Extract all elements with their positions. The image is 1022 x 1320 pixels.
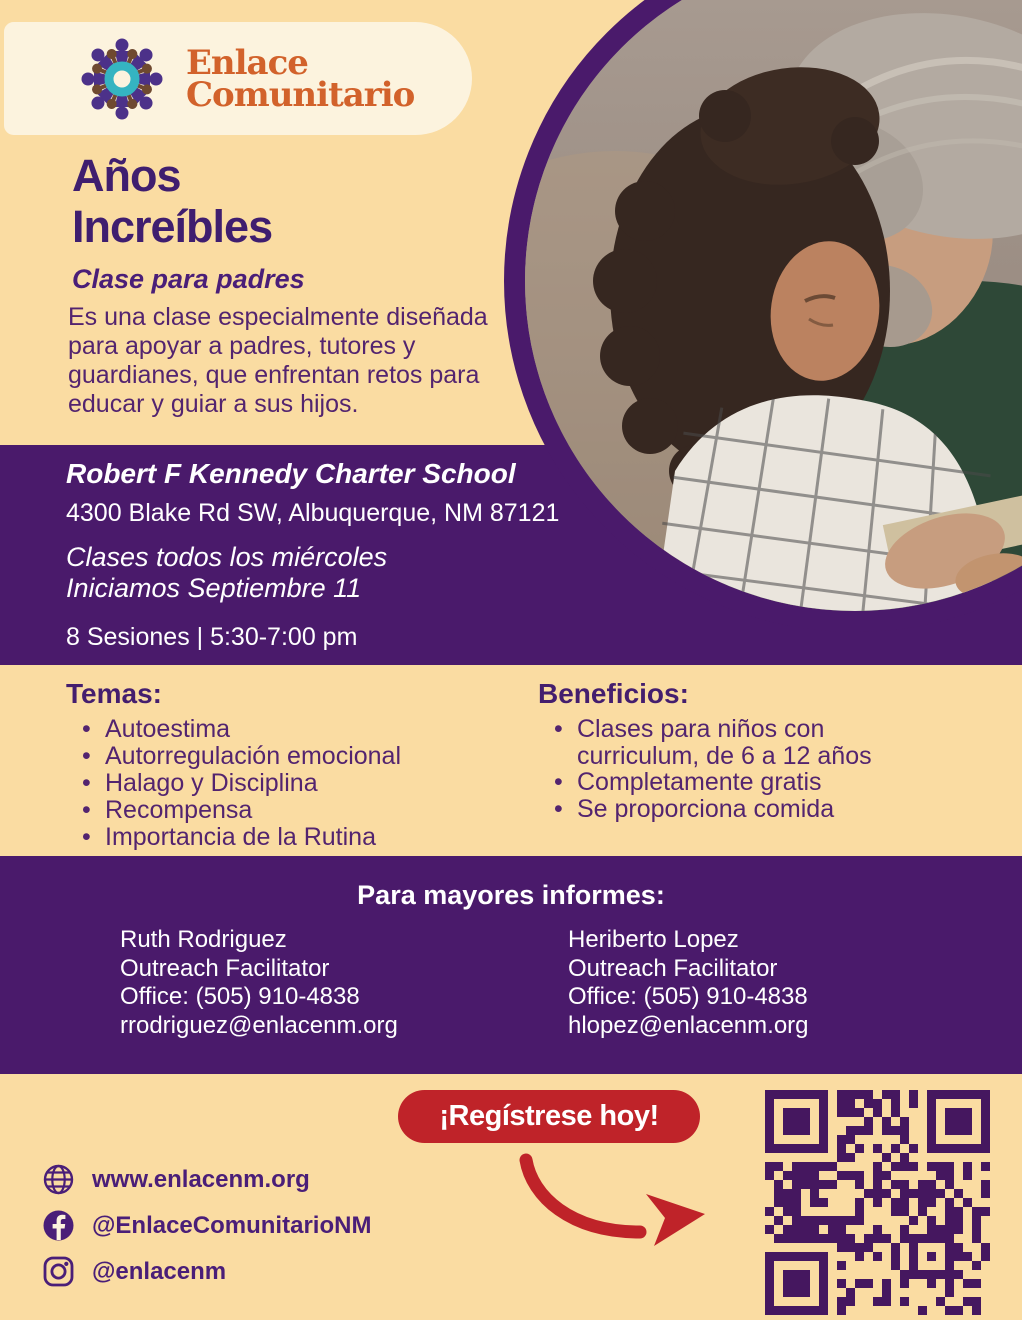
list-item: • Completamente gratis bbox=[538, 769, 907, 796]
list-item: • Autoestima bbox=[66, 716, 401, 743]
instagram-label: @enlacenm bbox=[92, 1257, 227, 1285]
qr-code-graphic bbox=[765, 1090, 990, 1315]
qr-code bbox=[765, 1090, 990, 1315]
benefits-list bbox=[538, 716, 938, 822]
website-label: www.enlacenm.org bbox=[92, 1165, 310, 1193]
contact-card bbox=[120, 926, 398, 1040]
logo-banner bbox=[4, 22, 472, 135]
schedule-line2: Iniciamos Septiembre 11 bbox=[66, 573, 362, 603]
org-name bbox=[186, 42, 415, 115]
page-subtitle: Clase para padres bbox=[72, 264, 305, 294]
contact-role: Outreach Facilitator bbox=[120, 954, 330, 982]
instagram-link[interactable] bbox=[42, 1255, 371, 1288]
topics-heading: Temas: bbox=[66, 678, 162, 709]
schedule-line1: Clases todos los miércoles bbox=[66, 542, 388, 572]
contact-role: Outreach Facilitator bbox=[568, 954, 778, 982]
list-item: • Importancia de la Rutina bbox=[66, 824, 401, 851]
contact-heading: Para mayores informes: bbox=[357, 880, 665, 910]
list-item: • Halago y Disciplina bbox=[66, 770, 401, 797]
website-link[interactable] bbox=[42, 1163, 371, 1196]
photo-illustration bbox=[525, 0, 1022, 611]
contact-name: Heriberto Lopez bbox=[568, 926, 739, 953]
contact-card bbox=[568, 926, 809, 1040]
contact-name: Ruth Rodriguez bbox=[120, 926, 287, 953]
instagram-icon bbox=[42, 1255, 75, 1288]
org-name-line1: Enlace bbox=[186, 42, 308, 83]
benefits-heading: Beneficios: bbox=[538, 678, 689, 709]
contact-email: hlopez@enlacenm.org bbox=[568, 1011, 809, 1039]
benefits-column bbox=[538, 678, 938, 822]
list-item: • Autorregulación emocional bbox=[66, 743, 401, 770]
starburst-community-icon bbox=[76, 33, 168, 125]
list-item: • Se proporciona comida bbox=[538, 796, 907, 823]
page-title-line1: Años bbox=[72, 150, 181, 201]
curved-arrow-icon bbox=[512, 1152, 717, 1252]
class-description: Es una clase especialmente diseñada para apoyar a padres, tutores y guardianes, que enfrentan retos para educar y guiar a sus hijos. bbox=[68, 303, 488, 418]
venue-address: 4300 Blake Rd SW, Albuquerque, NM 87121 bbox=[66, 499, 560, 527]
list-item: • Clases para niños con curriculum, de 6 a 12 años bbox=[538, 716, 907, 769]
org-name-line2: Comunitario bbox=[186, 74, 415, 115]
page-title-line2: Increíbles bbox=[72, 201, 273, 252]
sessions-info: 8 Sesiones | 5:30-7:00 pm bbox=[66, 623, 358, 651]
venue-name: Robert F Kennedy Charter School bbox=[66, 458, 516, 489]
topics-list bbox=[66, 716, 401, 851]
page-title bbox=[72, 150, 272, 252]
topics-column bbox=[66, 678, 401, 851]
register-button[interactable]: ¡Regístrese hoy! bbox=[398, 1090, 700, 1143]
contact-phone: Office: (505) 910-4838 bbox=[568, 983, 808, 1010]
contact-section bbox=[0, 856, 1022, 1074]
facebook-icon bbox=[42, 1209, 75, 1242]
contact-phone: Office: (505) 910-4838 bbox=[120, 983, 360, 1010]
contact-email: rrodriguez@enlacenm.org bbox=[120, 1011, 398, 1039]
list-item: • Recompensa bbox=[66, 797, 401, 824]
topics-benefits-section bbox=[0, 665, 1022, 856]
facebook-link[interactable] bbox=[42, 1209, 371, 1242]
facebook-label: @EnlaceComunitarioNM bbox=[92, 1211, 372, 1239]
social-links bbox=[42, 1163, 371, 1301]
globe-icon bbox=[42, 1163, 75, 1196]
